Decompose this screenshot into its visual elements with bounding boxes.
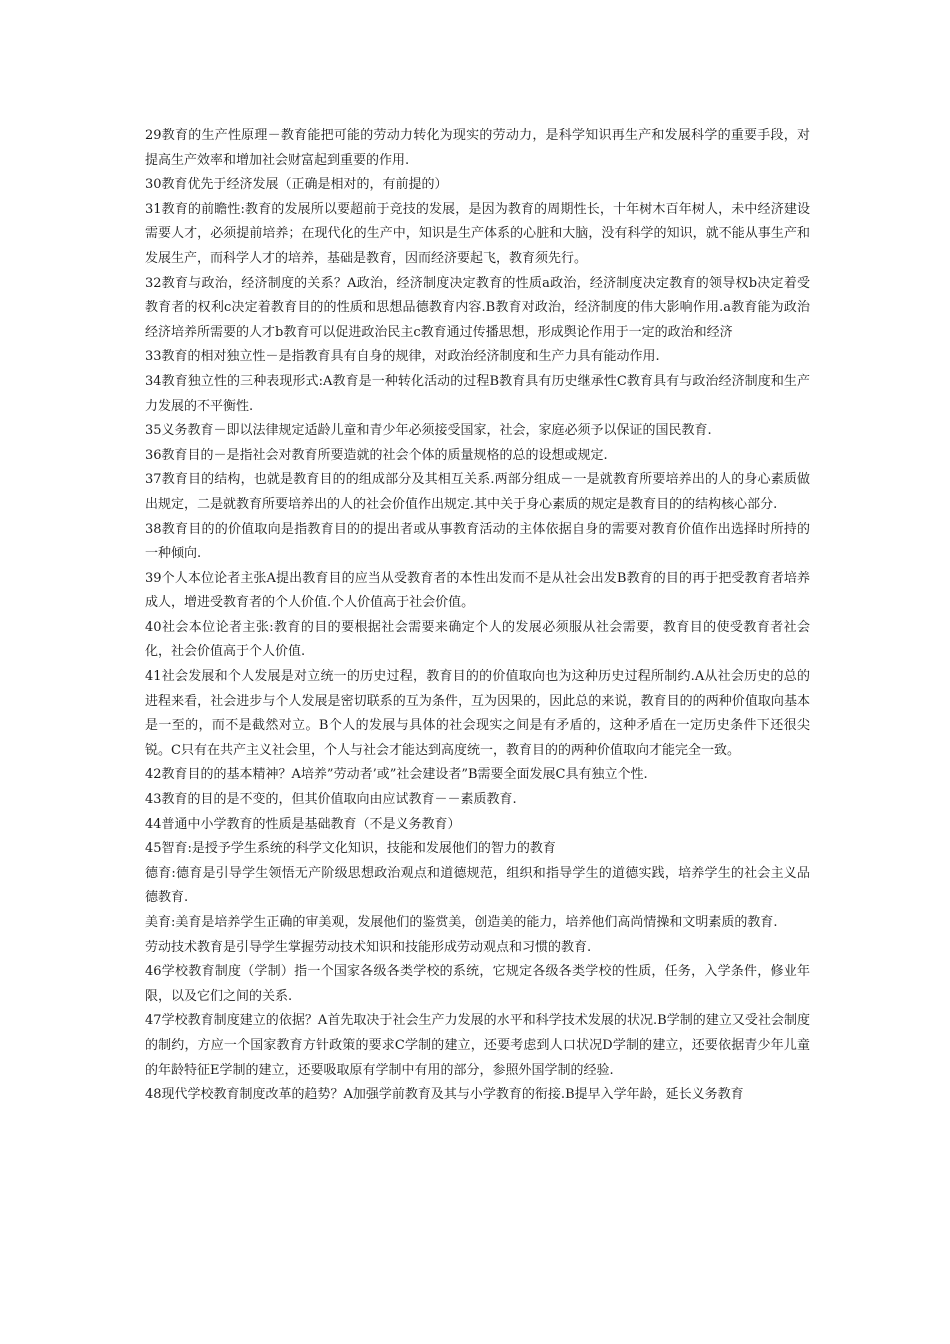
- paragraph-38: 38教育目的的价值取向是指教育目的的提出者或从事教育活动的主体依据自身的需要对教育价值作出选择时所持的一种倾向.: [145, 521, 810, 562]
- paragraph-39: 39个人本位论者主张A提出教育目的应当从受教育者的本性出发而不是从社会出发B教育的目的再于把受教育者培养成人，增进受教育者的个人价值.个人价值高于社会价值。: [145, 570, 810, 611]
- paragraph-moral-education: 德育:德育是引导学生领悟无产阶级思想政治观点和道德规范，组织和指导学生的道德实践，培养学生的社会主义品德教育.: [145, 865, 810, 906]
- paragraph-labor-education: 劳动技术教育是引导学生掌握劳动技术知识和技能形成劳动观点和习惯的教育.: [145, 939, 592, 955]
- paragraph-35: 35义务教育－即以法律规定适龄儿童和青少年必须接受国家，社会，家庭必须予以保证的国民教育.: [145, 423, 712, 439]
- paragraph-44: 44普通中小学教育的性质是基础教育（不是义务教育）: [145, 816, 461, 832]
- paragraph-37: 37教育目的结构，也就是教育目的的组成部分及其相互关系.两部分组成－一是就教育所要培养出的人的身心素质做出规定，二是就教育所要培养出的人的社会价值作出规定.其中关于身心素质的规定是教育目的的结构核心部分.: [145, 472, 810, 512]
- paragraph-46: 46学校教育制度（学制）指一个国家各级各类学校的系统，它规定各级各类学校的性质，任务，入学条件，修业年限，以及它们之间的关系.: [145, 964, 810, 1004]
- paragraph-aesthetic-education: 美育:美育是培养学生正确的审美观，发展他们的鉴赏美，创造美的能力，培养他们高尚情操和文明素质的教育.: [145, 915, 778, 930]
- paragraph-36: 36教育目的－是指社会对教育所要造就的社会个体的质量规格的总的设想或规定.: [145, 447, 608, 463]
- paragraph-45-intellectual: 45智育:是授予学生系统的科学文化知识，技能和发展他们的智力的教育: [145, 841, 556, 857]
- paragraph-40: 40社会本位论者主张:教育的目的要根据社会需要来确定个人的发展必须服从社会需要，教育目的使受教育者社会化，社会价值高于个人价值.: [145, 619, 810, 660]
- paragraph-47: 47学校教育制度建立的依据？A首先取决于社会生产力发展的水平和科学技术发展的状况.B学制的建立又受社会制度的制约，方应一个国家教育方针政策的要求C学制的建立，还要考虑到人口状况D学制的建立，还要依据青少年儿童的年龄特征E学制的建立，还要吸取原有学制中有用的部分，参照外国学制的经验.: [145, 1013, 810, 1078]
- paragraph-29: 29教育的生产性原理－教育能把可能的劳动力转化为现实的劳动力，是科学知识再生产和发展科学的重要手段，对提高生产效率和增加社会财富起到重要的作用.: [145, 128, 810, 168]
- paragraph-41: 41社会发展和个人发展是对立统一的历史过程，教育目的的价值取向也为这种历史过程所制约.A从社会历史的总的进程来看，社会进步与个人发展是密切联系的互为条件，互为因果的，因此总的来说，教育目的的两种价值取向基本是一至的，而不是截然对立。B个人的发展与具体的社会现实之间是有矛盾的，这种矛盾在一定历史条件下还很尖锐。C只有在共产主义社会里，个人与社会才能达到高度统一，教育目的的两种价值取向才能完全一致。: [145, 669, 810, 758]
- paragraph-31: 31教育的前瞻性:教育的发展所以要超前于竞技的发展，是因为教育的周期性长，十年树木百年树人，未中经济建设需要人才，必须提前培养；在现代化的生产中，知识是生产体系的心脏和大脑，没有科学的知识，就不能从事生产和发展生产，而科学人才的培养，基础是教育，因而经济要起飞，教育须先行。: [145, 201, 810, 266]
- paragraph-34: 34教育独立性的三种表现形式:A教育是一种转化活动的过程B教育具有历史继承性C教育具有与政治经济制度和生产力发展的不平衡性.: [145, 373, 810, 414]
- paragraph-30: 30教育优先于经济发展（正确是相对的，有前提的）: [145, 177, 448, 193]
- paragraph-43: 43教育的目的是不变的，但其价值取向由应试教育－－素质教育.: [145, 792, 517, 808]
- paragraph-32: 32教育与政治，经济制度的关系？A政治，经济制度决定教育的性质a政治，经济制度决定教育的领导权b决定着受教育者的权利c决定着教育目的的性质和思想品德教育内容.B教育对政治，经济制度的伟大影响作用.a教育能为政治经济培养所需要的人才b教育可以促进政治民主c教育通过传播思想，形成舆论作用于一定的政治和经济: [145, 275, 810, 340]
- paragraph-33: 33教育的相对独立性－是指教育具有自身的规律，对政治经济制度和生产力具有能动作用.: [145, 349, 660, 365]
- document-body: [145, 124, 810, 1108]
- paragraph-42: 42教育目的的基本精神？A培养”劳动者’或”社会建设者”B需要全面发展C具有独立个性.: [145, 767, 648, 783]
- paragraph-48: 48现代学校教育制度改革的趋势？A加强学前教育及其与小学教育的衔接.B提早入学年龄，延长义务教育: [145, 1087, 744, 1103]
